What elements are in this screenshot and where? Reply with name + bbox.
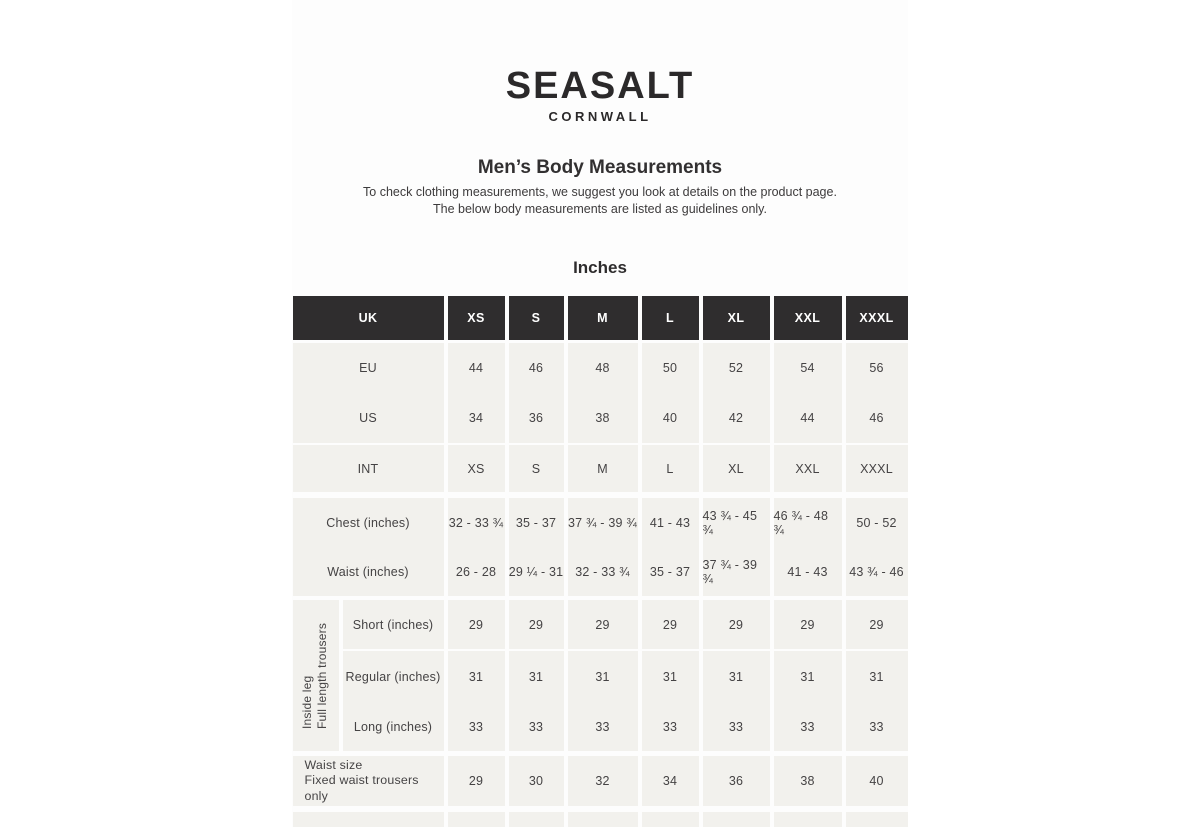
value-cell: 29 (774, 600, 842, 651)
value-cell: 33 (509, 702, 564, 751)
value-cell: XXXL (846, 445, 908, 492)
value-cell: 52 (703, 343, 770, 393)
value-cell: 29 (568, 600, 638, 651)
value-cell: 40 (642, 393, 699, 443)
value-cell: 50 - 52 (846, 498, 908, 547)
header-cell-xxl: XXL (774, 296, 842, 340)
value-cell: 44 (774, 393, 842, 443)
header-cell-l: L (642, 296, 699, 340)
header-cell-xxxl: XXXL (846, 296, 908, 340)
row-label-short: Short (inches) (343, 600, 444, 651)
cornwall-wordmark: CORNWALL (548, 109, 652, 124)
note-line-2: The below body measurements are listed as guidelines only. (433, 202, 767, 216)
value-cell: 29 (448, 756, 505, 806)
value-cell: 31 (846, 651, 908, 702)
size-table (293, 296, 908, 827)
value-cell: 48 (568, 343, 638, 393)
value-cell: 33 (846, 702, 908, 751)
value-cell: 56 (846, 343, 908, 393)
value-cell: 29 (448, 600, 505, 651)
value-cell: L (642, 445, 699, 492)
row-label-chest: Chest (inches) (293, 498, 444, 547)
value-cell: 38 (568, 393, 638, 443)
partial-cell (642, 812, 699, 827)
value-cell: XS (448, 445, 505, 492)
row-label-us: US (293, 393, 444, 443)
value-cell: 31 (703, 651, 770, 702)
value-cell: 37 ¾ - 39 ¾ (703, 547, 770, 596)
value-cell: 29 ¼ - 31 (509, 547, 564, 596)
partial-cell (448, 812, 505, 827)
value-cell: XXL (774, 445, 842, 492)
fixed-waist-label-line-2: Fixed waist trousers only (304, 773, 419, 803)
value-cell: 35 - 37 (642, 547, 699, 596)
value-cell: 26 - 28 (448, 547, 505, 596)
group-label-line-2: Full length trousers (315, 622, 330, 729)
header-cell-m: M (568, 296, 638, 340)
value-cell: 54 (774, 343, 842, 393)
value-cell: 29 (846, 600, 908, 651)
row-label-fixed-waist (293, 756, 444, 806)
value-cell: 31 (448, 651, 505, 702)
value-cell: XL (703, 445, 770, 492)
value-cell: 33 (448, 702, 505, 751)
value-cell: 33 (774, 702, 842, 751)
value-cell: 33 (642, 702, 699, 751)
size-guide-page (292, 0, 908, 827)
header-cell-uk: UK (293, 296, 444, 340)
value-cell: 29 (703, 600, 770, 651)
partial-next-section (293, 812, 908, 827)
partial-cell (774, 812, 842, 827)
value-cell: 29 (642, 600, 699, 651)
header-cell-s: S (509, 296, 564, 340)
fixed-waist-row (293, 756, 908, 806)
note-text (292, 184, 908, 218)
value-cell: 29 (509, 600, 564, 651)
value-cell: 32 - 33 ¾ (448, 498, 505, 547)
size-table-header-row (293, 296, 908, 340)
value-cell: 31 (642, 651, 699, 702)
unit-heading-inches: Inches (573, 258, 627, 277)
value-cell: 31 (774, 651, 842, 702)
inside-leg-rows (293, 600, 908, 751)
value-cell: 33 (703, 702, 770, 751)
partial-cell (846, 812, 908, 827)
row-label-waist: Waist (inches) (293, 547, 444, 596)
value-cell: 43 ¾ - 46 (846, 547, 908, 596)
chest-waist-rows (293, 498, 908, 596)
value-cell: 33 (568, 702, 638, 751)
row-label-regular: Regular (inches) (343, 651, 444, 702)
inside-leg-group-label (293, 600, 339, 751)
page-title: Men’s Body Measurements (477, 157, 723, 178)
value-cell: 41 - 43 (774, 547, 842, 596)
eu-us-rows (293, 343, 908, 443)
value-cell: 42 (703, 393, 770, 443)
value-cell: 30 (509, 756, 564, 806)
value-cell: 41 - 43 (642, 498, 699, 547)
value-cell: 35 - 37 (509, 498, 564, 547)
header-cell-xs: XS (448, 296, 505, 340)
value-cell: 50 (642, 343, 699, 393)
value-cell: 31 (568, 651, 638, 702)
value-cell: S (509, 445, 564, 492)
value-cell: 38 (774, 756, 842, 806)
value-cell: M (568, 445, 638, 492)
value-cell: 46 (509, 343, 564, 393)
seasalt-logo: SEASALT (505, 65, 695, 107)
value-cell: 32 - 33 ¾ (568, 547, 638, 596)
value-cell: 36 (703, 756, 770, 806)
value-cell: 32 (568, 756, 638, 806)
row-label-eu: EU (293, 343, 444, 393)
value-cell: 44 (448, 343, 505, 393)
note-line-1: To check clothing measurements, we suggest you look at details on the product page. (363, 185, 837, 199)
group-label-line-1: Inside leg (300, 675, 315, 729)
value-cell: 37 ¾ - 39 ¾ (568, 498, 638, 547)
header-cell-xl: XL (703, 296, 770, 340)
partial-cell (293, 812, 444, 827)
value-cell: 46 ¾ - 48 ¾ (774, 498, 842, 547)
fixed-waist-label-line-1: Waist size (304, 757, 363, 772)
inside-leg-group-label-text (301, 622, 331, 728)
value-cell: 34 (448, 393, 505, 443)
value-cell: 31 (509, 651, 564, 702)
value-cell: 36 (509, 393, 564, 443)
int-row (293, 445, 908, 492)
partial-cell (703, 812, 770, 827)
row-label-long: Long (inches) (343, 702, 444, 751)
value-cell: 40 (846, 756, 908, 806)
row-label-int: INT (293, 445, 444, 492)
partial-cell (568, 812, 638, 827)
partial-cell (509, 812, 564, 827)
value-cell: 34 (642, 756, 699, 806)
value-cell: 43 ¾ - 45 ¾ (703, 498, 770, 547)
value-cell: 46 (846, 393, 908, 443)
